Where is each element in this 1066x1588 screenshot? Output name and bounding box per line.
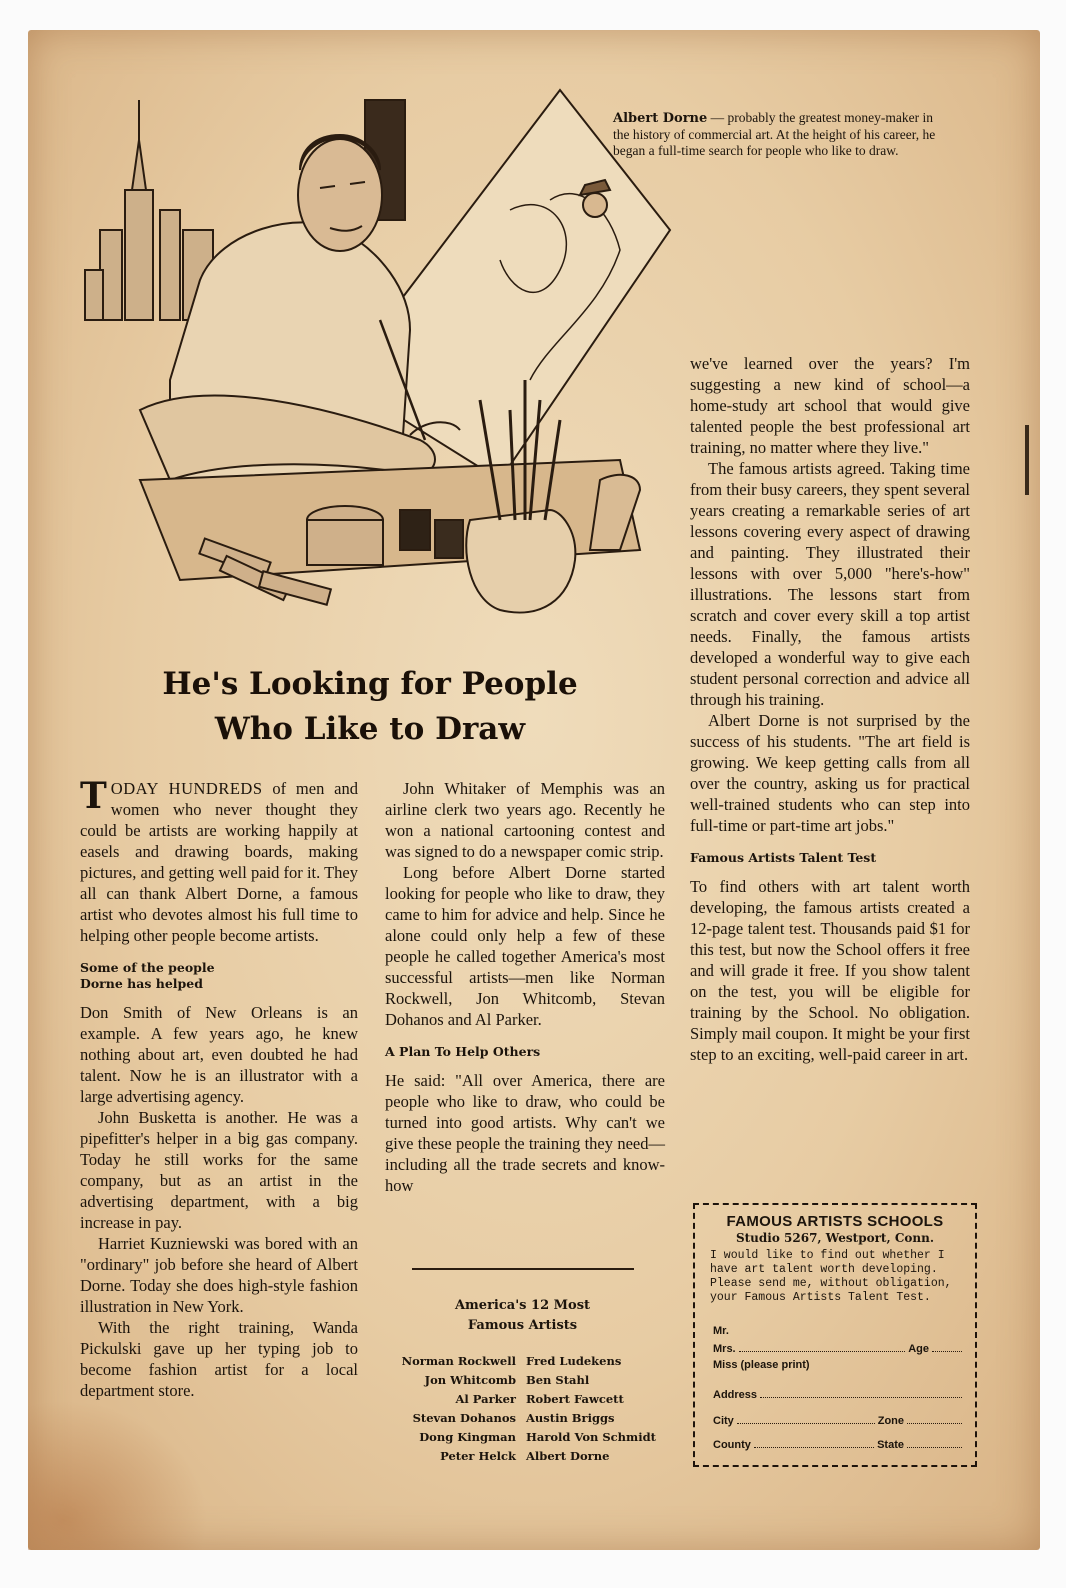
coupon-mrs-line[interactable] [713,1343,965,1355]
coupon-miss-label: Miss (please print) [713,1359,810,1371]
column-2 [385,778,665,1196]
coupon-state-label: State [877,1439,904,1451]
subhead-plan: A Plan To Help Others [385,1044,541,1059]
paragraph-john-whitaker: John Whitaker of Memphis was an airline clerk two years ago. Recently he won a national cartooning contest and was signed to do a newspaper comic strip. [385,779,665,861]
artist-name: Stevan Dohanos [412,1411,516,1425]
famous-title-line-2: Famous Artists [467,1318,578,1333]
coupon-name-field[interactable] [739,1350,906,1352]
coupon-zone-field[interactable] [907,1422,962,1424]
subhead-people-helped [80,960,358,992]
paragraph-john-busketta: John Busketta is another. He was a pipefitter's helper in a big gas company. Today he still works for the same company, but as an artist in the advertising department, with a big increase in pay. [80,1108,358,1232]
subhead-line-2: Dorne has helped [80,976,203,991]
artist-name: Dong Kingman [419,1430,516,1444]
coupon-title: FAMOUS ARTISTS SCHOOLS [726,1213,944,1230]
paragraph-find-others: To find others with art talent worth developing, the famous artists created a 12-page talent test. Thousands paid $1 for this test, but now the School offers it free and will grade it free. If you show talent on the test, you will be eligible for training by the School. No obligation. Simply mail coupon. It might be your first step to an exciting, well-paid career in art. [690,877,970,1064]
artist-row [380,1447,680,1466]
paragraph-learned: we've learned over the years? I'm suggesting a new kind of school—a home-study art school that would give talented people the best professional art training, no matter where they live." [690,354,970,457]
paragraph-wanda: With the right training, Wanda Pickulski gave up her typing job to become fashion artist for a local department store. [80,1318,358,1400]
artist-name: Jon Whitcomb [424,1373,516,1387]
coupon-county-label: County [713,1439,751,1451]
column-1 [80,775,358,1401]
coupon-age-field[interactable] [932,1350,962,1352]
artist-name: Norman Rockwell [401,1354,516,1368]
edge-mark [1025,425,1029,495]
coupon-studio: Studio 5267, Westport, Conn. [735,1231,935,1245]
column-3 [690,353,970,1065]
artist-name: Ben Stahl [526,1373,590,1387]
page-stain [28,1400,208,1550]
artist-row [380,1352,680,1371]
coupon-county-line[interactable] [713,1439,965,1451]
subhead-talent-test: Famous Artists Talent Test [690,850,877,865]
famous-artists-title [410,1296,635,1336]
drop-cap: T [80,775,107,817]
famous-title-line-1: America's 12 Most [454,1298,591,1313]
mail-coupon[interactable] [693,1203,977,1467]
coupon-address-field[interactable] [760,1396,962,1398]
coupon-mrs-label: Mrs. [713,1343,736,1355]
artist-row [380,1409,680,1428]
artist-name: Austin Briggs [526,1411,615,1425]
coupon-city-label: City [713,1415,734,1427]
coupon-miss-line [713,1359,965,1371]
artist-name: Robert Fawcett [526,1392,624,1406]
artist-row [380,1428,680,1447]
subhead-line-1: Some of the people [80,960,215,975]
coupon-age-label: Age [908,1343,929,1355]
headline [80,662,660,752]
intro-paragraph [80,775,358,946]
coupon-county-field[interactable] [754,1446,874,1448]
artist-name: Albert Dorne [526,1449,610,1463]
coupon-city-field[interactable] [737,1422,875,1424]
headline-line-2: Who Like to Draw [214,711,526,747]
coupon-state-field[interactable] [907,1446,962,1448]
caption-name: Albert Dorne [613,111,708,126]
brush-jar-drawing [466,510,575,613]
paragraph-he-said: He said: "All over America, there are people who like to draw, who could be turned into good artists. Why can't we give these people the training they need—including all the trade secrets and know-how [385,1071,665,1195]
paragraph-artists-agreed: The famous artists agreed. Taking time from their busy careers, they spent several years creating a remarkable series of art lessons covering every aspect of drawing and painting. They illustrated their lessons with over 5,000 "here's-how" illustrations. The lessons start from scratch and cover every skill a top artist needs. Finally, the famous artists developed a wonderful way to give each student personal correction and advice all through his training. [690,459,970,709]
artist-name: Harold Von Schmidt [526,1430,656,1444]
paragraph-harriet: Harriet Kuzniewski was bored with an "ordinary" job before she heard of Albert Dorne. Today she does high-style fashion illustration in New York. [80,1234,358,1316]
artist-name: Al Parker [455,1392,516,1406]
coupon-address-label: Address [713,1389,758,1401]
coupon-address-line[interactable] [713,1389,965,1401]
artist-name: Peter Helck [440,1449,516,1463]
paragraph-don-smith: Don Smith of New Orleans is an example. A few years ago, he knew nothing about art, even doubted he had talent. Now he is an illustrator with a large advertising agency. [80,1003,358,1106]
artist-row [380,1390,680,1409]
artist-name: Fred Ludekens [526,1354,622,1368]
artist-illustration [80,80,680,620]
artists-list [380,1352,680,1466]
caption-text: — probably the greatest money-maker in the history of commercial art. At the height of his career, he began a full-time search for people who like to draw. [613,110,936,158]
coupon-mr-line[interactable] [713,1325,965,1337]
paragraph-long-before: Long before Albert Dorne started looking for people who like to draw, they came to him for advice and help. Since he alone could only help a few of these people he called together America's most successful artists—men like Norman Rockwell, Jon Whitcomb, Stevan Dohanos and Al Parker. [385,863,665,1029]
paragraph-not-surprised: Albert Dorne is not surprised by the success of his students. "The art field is growing. We keep getting calls from all over the country, asking us for practical well-trained students who can step into full-time or part-time art jobs." [690,711,970,835]
artist-row [380,1371,680,1390]
illustration-caption [613,110,943,159]
headline-line-1: He's Looking for People [162,666,578,702]
divider-rule [412,1268,634,1270]
intro-smallcaps: ODAY HUNDREDS [110,779,263,798]
coupon-zone-label: Zone [877,1415,904,1427]
intro-text: of men and women who never thought they could be artists are working happily at easels and drawing boards, making pictures, and getting well paid for it. They all can thank Albert Dorne, a famous artist who devotes almost his full time to helping other people become artists. [80,779,358,945]
city-skyline-drawing [85,100,213,320]
coupon-mr-label: Mr. [713,1325,729,1337]
coupon-body: I would like to find out whether I have art talent worth developing. Please send me, without obligation, your Famous Artists Talent Test. [710,1249,952,1304]
coupon-city-line[interactable] [713,1415,965,1427]
